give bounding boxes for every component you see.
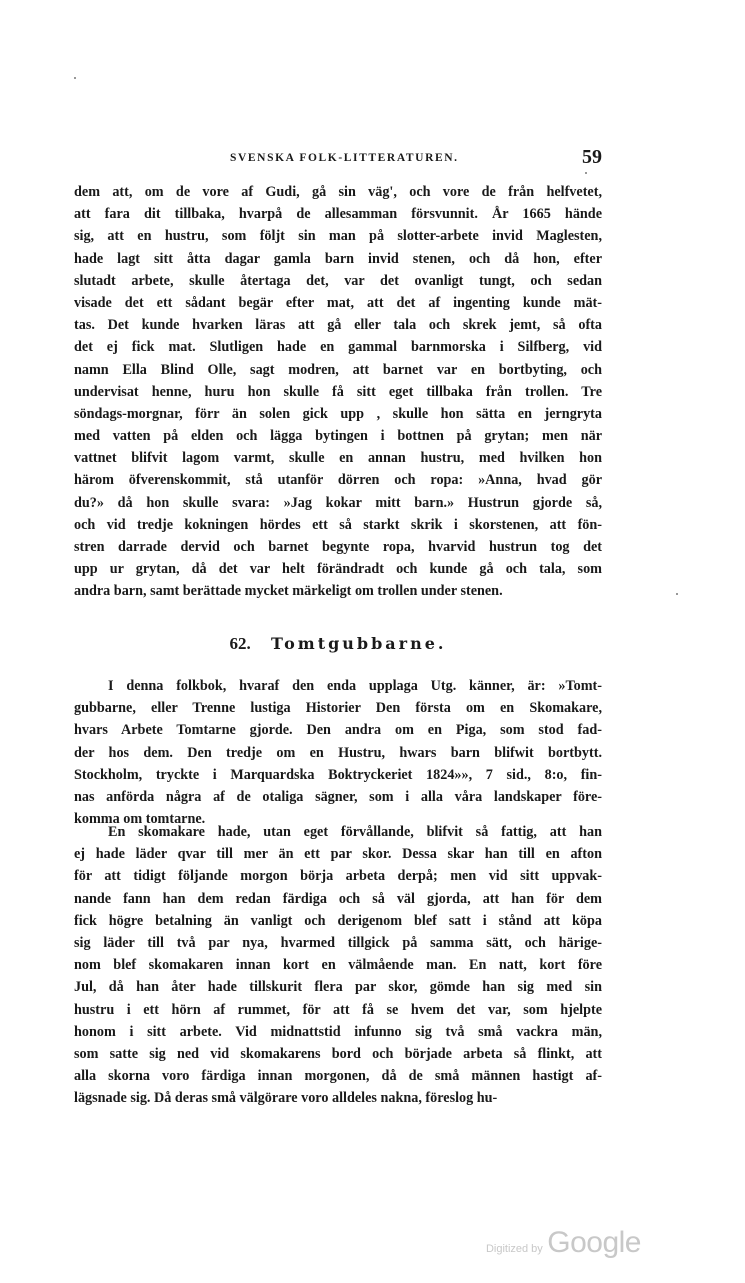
scan-speck (585, 172, 587, 174)
text-line: nas anförda några af de otaliga sägner, som i alla våra landskaper före- (74, 788, 602, 805)
page-number: 59 (582, 146, 602, 168)
text-line: gubbarne, eller Trenne lustiga Historier Den första om en Skomakare, (74, 700, 602, 717)
scan-speck (676, 593, 678, 595)
chapter-heading (74, 634, 602, 654)
text-line: ej hade läder qvar till mer än ett par skor. Dessa skar han till en afton (74, 846, 602, 863)
text-line: lägsnade sig. Då deras små välgörare voro alldeles nakna, föreslog hu- (74, 1090, 498, 1107)
google-logo: Google (547, 1226, 641, 1259)
text-line: stren darrade dervid och barnet begynte ropa, hvarvid hustrun tog det (74, 539, 602, 555)
chapter-number: 62. (229, 634, 251, 653)
text-line: Jul, då han åter hade tillskurit flera par skor, gömde han sig med sin (74, 979, 602, 996)
text-line: vattnet blifvit lagom varmt, skulle en annan hustru, med hvilken hon (74, 450, 602, 467)
text-line: hade lagt sitt åtta dagar gamla barn invid stenen, och då hon, efter (74, 250, 602, 267)
text-line: upp ur grytan, då det var helt förändradt och kunde gå och tala, som (74, 561, 602, 578)
text-line: slutadt arbete, skulle återtaga det, var det ovanligt tungt, och sedan (74, 272, 602, 289)
text-line: dem att, om de vore af Gudi, gå sin väg', och vore de från helfvetet, (74, 184, 602, 200)
text-line: som satte sig ned vid skomakarens bord och började arbeta så flinkt, att (74, 1045, 602, 1062)
text-line: der hos dem. Den tredje om en Hustru, hwars barn blifwit bortbytt. (74, 744, 602, 761)
paragraph-changeling-story (74, 181, 602, 603)
text-line: I denna folkbok, hvaraf den enda upplaga Utg. känner, är: »Tomt- (108, 678, 602, 694)
text-line: undervisat henne, huru hon skulle få sitt eget tillbaka från trollen. Tre (74, 383, 602, 400)
text-line: honom i sitt arbete. Vid midnattstid infunno sig två små vackra män, (74, 1023, 602, 1040)
text-line: komma om tomtarne. (74, 811, 206, 828)
text-line: hvars Arbete Tomtarne gjorde. Den andra om en Piga, som stod fad- (74, 722, 602, 739)
text-line: Stockholm, tryckte i Marquardska Boktryckeriet 1824»», 7 sid., 8:o, fin- (74, 766, 602, 783)
text-line: tas. Det kunde hvarken läras att gå eller tala och skrek jemt, så ofta (74, 317, 602, 334)
watermark-prefix: Digitized by (485, 1243, 543, 1255)
text-line: med vatten på elden och lägga bytingen i bottnen på grytan; men när (74, 428, 602, 445)
text-line: andra barn, samt berättade mycket märkeligt om trollen under stenen. (74, 583, 503, 600)
text-line: nande fann han dem redan färdiga och så väl gjorda, att han för dem (74, 890, 602, 907)
text-line: sig, att en hustru, som följt sin man på slotter-arbete invid Maglesten, (74, 228, 602, 245)
text-line: fick högre betalning än vanligt och derigenom blef satt i stånd att köpa (74, 912, 602, 929)
text-line: alla skorna voro färdiga innan morgonen, då de små männen hastigt af- (74, 1068, 602, 1085)
text-line: du?» då hon skulle svara: »Jag kokar mitt barn.» Hustrun gjorde så, (74, 494, 602, 511)
text-line: nom blef skomakaren innan kort en välmående man. En natt, kort före (74, 957, 602, 974)
chapter-title: Tomtgubbarne. (271, 634, 447, 653)
text-line: och vid tredje kokningen hördes ett så starkt skrik i skorstenen, att fön- (74, 516, 602, 533)
text-line: för att tidigt följande morgon börja arbeta derpå; men vid sitt uppvak- (74, 868, 602, 885)
page-header (74, 146, 602, 170)
text-line: namn Ella Blind Olle, sagt modren, att barnet var en bortbyting, och (74, 361, 602, 378)
text-line: hustru i ett hörn af rummet, för att få se hvem det var, som hjelpte (74, 1001, 602, 1018)
text-line: att fara dit tillbaka, hvarpå de allesamman försvunnit. År 1665 hände (74, 206, 602, 223)
text-line: sig läder till två par nya, hvarmed tillgick på samma sätt, och härige- (74, 934, 602, 951)
paragraph-folkbook-intro (74, 675, 602, 830)
text-line: söndags-morgnar, förr än solen gick upp , skulle hon sätta en jerngryta (74, 405, 602, 422)
running-head: SVENSKA FOLK-LITTERATUREN. (230, 152, 459, 164)
digitized-watermark (486, 1226, 641, 1260)
scan-speck (74, 77, 76, 79)
paragraph-shoemaker-story (74, 821, 602, 1109)
text-line: det ej fick mat. Slutligen hade en gammal barnmorska i Silfberg, vid (74, 339, 602, 356)
text-line: En skomakare hade, utan eget förvållande, blifvit så fattig, att han (108, 824, 602, 840)
text-line: visade det ett sådant begär efter mat, att det af ingenting kunde mät- (74, 294, 602, 311)
text-line: härom öfverenskommit, stå utanför dörren och ropa: »Anna, hvad gör (74, 472, 602, 489)
